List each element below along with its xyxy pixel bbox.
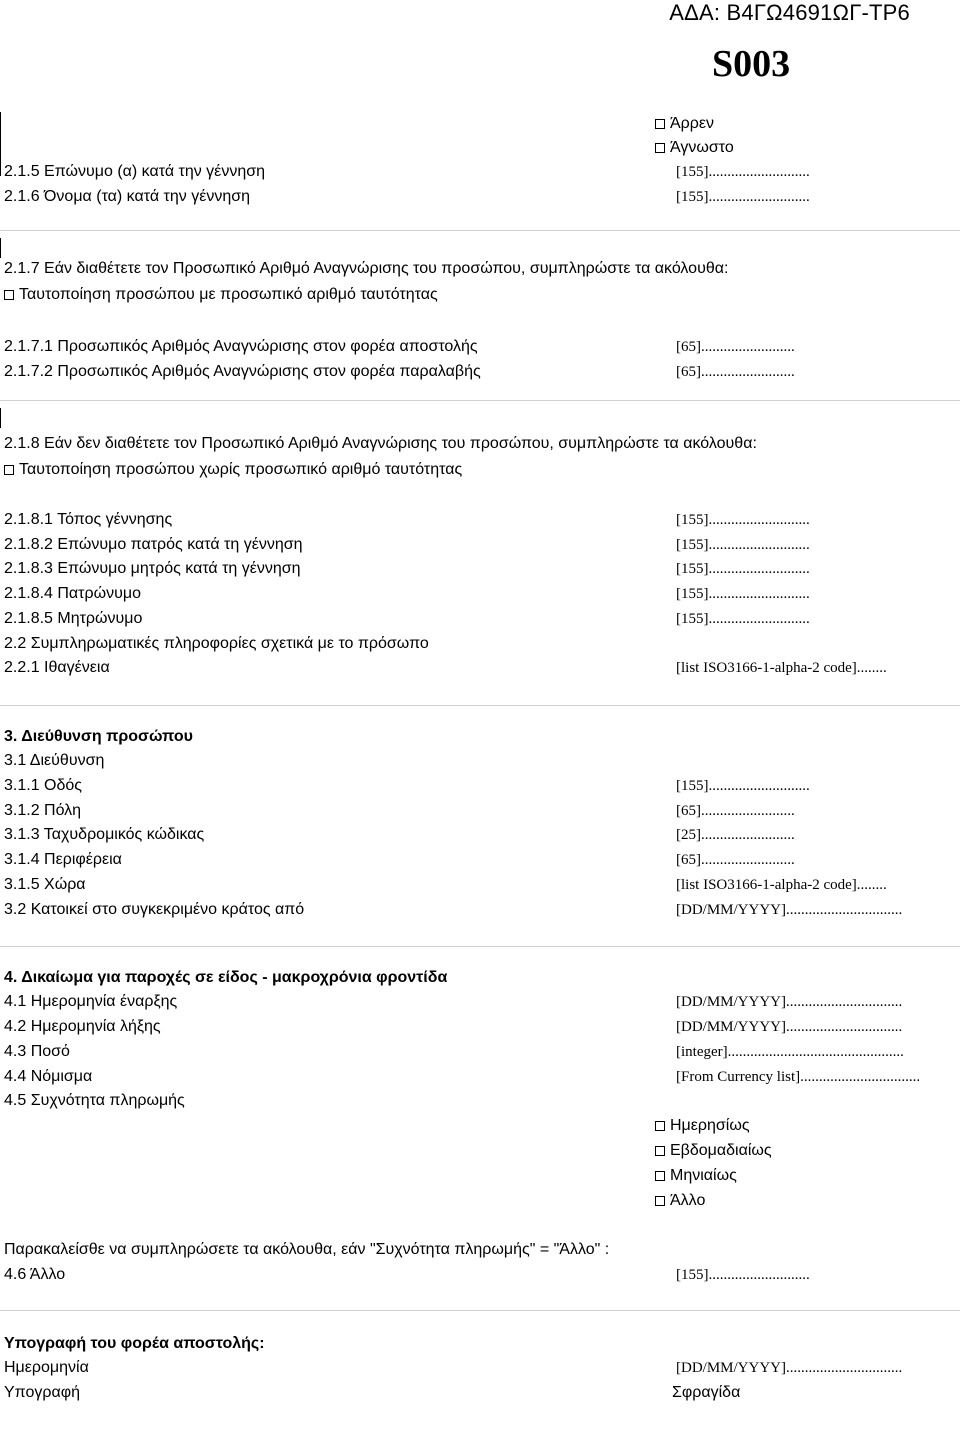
field-value[interactable]: [65]......................... xyxy=(676,803,795,819)
field-label: 2.1.7.1 Προσωπικός Αριθμός Αναγνώρισης στον φορέα αποστολής xyxy=(4,338,478,355)
section-heading xyxy=(4,258,954,280)
field-start-date xyxy=(4,991,960,1013)
field-label: 2.1.8.3 Επώνυμο μητρός κατά τη γέννηση xyxy=(4,560,301,577)
field-label: 3.1.1 Οδός xyxy=(4,777,82,794)
field-label: 3.1.5 Χώρα xyxy=(4,876,86,893)
left-border xyxy=(0,408,1,428)
section-label: 2.1.7 Εάν διαθέτετε τον Προσωπικό Αριθμό Αναγνώρισης του προσώπου, συμπληρώστε τα ακόλουθα: xyxy=(4,260,729,277)
field-label: 4.1 Ημερομηνία έναρξης xyxy=(4,993,178,1010)
checkbox-male[interactable] xyxy=(655,113,714,135)
checkbox-label: Ταυτοποίηση προσώπου με προσωπικό αριθμό ταυτότητας xyxy=(19,286,438,303)
field-label: 3.2 Κατοικεί στο συγκεκριμένο κράτος από xyxy=(4,901,305,918)
checkbox-icon xyxy=(655,1146,665,1156)
field-value[interactable]: [155]........................... xyxy=(676,586,810,602)
section-label: 4. Δικαίωμα για παροχές σε είδος - μακροχρόνια φροντίδα xyxy=(4,969,448,986)
section-title-benefits xyxy=(4,967,954,989)
field-label: 3.1.4 Περιφέρεια xyxy=(4,851,122,868)
checkbox-label: Εβδομαδιαίως xyxy=(670,1142,772,1159)
checkbox-label: Μηνιαίως xyxy=(670,1167,737,1184)
field-label: 2.2.1 Ιθαγένεια xyxy=(4,659,110,676)
field-label: 4.2 Ημερομηνία λήξης xyxy=(4,1018,161,1035)
field-value[interactable]: [65]......................... xyxy=(676,852,795,868)
divider xyxy=(0,1310,960,1311)
checkbox-icon xyxy=(4,290,14,300)
checkbox-label: Ημερησίως xyxy=(670,1117,750,1134)
field-pin-receiving xyxy=(4,361,954,383)
field-pin-sending xyxy=(4,336,954,358)
field-value[interactable]: [155]........................... xyxy=(676,189,810,205)
field-region xyxy=(4,849,954,871)
divider xyxy=(0,946,960,947)
checkbox-id-without-number[interactable] xyxy=(4,459,462,481)
field-postal-code xyxy=(4,824,954,846)
field-value[interactable]: [155]........................... xyxy=(676,537,810,553)
field-value[interactable]: [155]........................... xyxy=(676,611,810,627)
field-label: 2.1.5 Επώνυμο (α) κατά την γέννηση xyxy=(4,163,265,180)
field-value[interactable]: [integer]............................................... xyxy=(676,1044,904,1060)
section-title-address xyxy=(4,726,954,748)
field-value[interactable]: [155]........................... xyxy=(676,561,810,577)
section-label: 3. Διεύθυνση προσώπου xyxy=(4,728,193,745)
field-value[interactable]: [25]......................... xyxy=(676,827,795,843)
field-label: 2.1.6 Όνομα (τα) κατά την γέννηση xyxy=(4,188,250,205)
left-border xyxy=(0,238,1,258)
field-label: 4.6 Άλλο xyxy=(4,1266,66,1283)
form-code: S003 xyxy=(712,43,791,85)
field-place-of-birth xyxy=(4,509,954,531)
field-signature xyxy=(4,1382,954,1404)
checkbox-id-with-number[interactable] xyxy=(4,284,438,306)
checkbox-icon xyxy=(655,1121,665,1131)
field-label: 2.1.8.1 Τόπος γέννησης xyxy=(4,511,173,528)
field-payment-frequency xyxy=(4,1090,954,1112)
ada-code: ΑΔΑ: Β4ΓΩ4691ΩΓ-ΤΡ6 xyxy=(669,0,910,25)
field-surname-at-birth xyxy=(4,161,954,183)
field-value[interactable]: [155]........................... xyxy=(676,778,810,794)
field-value[interactable]: [155]........................... xyxy=(676,512,810,528)
field-patronymic xyxy=(4,583,954,605)
field-value[interactable]: [DD/MM/YYYY]............................... xyxy=(676,1360,903,1376)
field-mother-surname xyxy=(4,558,954,580)
field-value[interactable]: [From Currency list]................................ xyxy=(676,1069,921,1085)
checkbox-icon xyxy=(655,143,665,153)
field-value[interactable]: [155]........................... xyxy=(676,1267,810,1283)
field-resides-since xyxy=(4,899,960,921)
checkbox-monthly[interactable] xyxy=(655,1165,737,1187)
signature-title xyxy=(4,1333,954,1355)
other-frequency-note xyxy=(4,1239,954,1261)
field-label: Ημερομηνία xyxy=(4,1359,89,1376)
note-text: Παρακαλείσθε να συμπληρώσετε τα ακόλουθα, εάν "Συχνότητα πληρωμής" = "Άλλο" : xyxy=(4,1241,610,1258)
checkbox-label: Άγνωστο xyxy=(670,139,734,156)
field-label: 2.1.8.5 Μητρώνυμο xyxy=(4,610,143,627)
field-label: 2.1.8.4 Πατρώνυμο xyxy=(4,585,141,602)
field-country xyxy=(4,874,954,896)
field-label: 2.1.8.2 Επώνυμο πατρός κατά τη γέννηση xyxy=(4,536,303,553)
section-supplementary-info xyxy=(4,633,954,655)
field-value[interactable]: [65]......................... xyxy=(676,364,795,380)
field-currency xyxy=(4,1066,960,1088)
field-name-at-birth xyxy=(4,186,954,208)
field-label: 3.1.3 Ταχυδρομικός κώδικας xyxy=(4,826,205,843)
checkbox-icon xyxy=(4,465,14,475)
checkbox-unknown[interactable] xyxy=(655,137,734,159)
checkbox-label: Ταυτοποίηση προσώπου χωρίς προσωπικό αριθμό ταυτότητας xyxy=(19,461,463,478)
section-heading xyxy=(4,433,954,455)
checkbox-icon xyxy=(655,1196,665,1206)
checkbox-label: Άλλο xyxy=(670,1192,706,1209)
field-value[interactable]: [DD/MM/YYYY]............................... xyxy=(676,902,903,918)
checkbox-icon xyxy=(655,119,665,129)
section-label: 2.2 Συμπληρωματικές πληροφορίες σχετικά με το πρόσωπο xyxy=(4,635,429,652)
field-label: 2.1.7.2 Προσωπικός Αριθμός Αναγνώρισης στον φορέα παραλαβής xyxy=(4,363,481,380)
field-street xyxy=(4,775,954,797)
field-signature-date xyxy=(4,1357,960,1379)
field-label: 4.4 Νόμισμα xyxy=(4,1068,93,1085)
checkbox-weekly[interactable] xyxy=(655,1140,772,1162)
field-label: 3.1.2 Πόλη xyxy=(4,802,82,819)
stamp-label: Σφραγίδα xyxy=(672,1384,741,1401)
field-nationality xyxy=(4,657,954,679)
field-amount xyxy=(4,1041,960,1063)
field-label: 4.3 Ποσό xyxy=(4,1043,70,1060)
divider xyxy=(0,230,960,231)
section-label: 3.1 Διεύθυνση xyxy=(4,752,105,769)
field-label: Υπογραφή xyxy=(4,1384,81,1401)
field-city xyxy=(4,800,954,822)
field-matronymic xyxy=(4,608,954,630)
left-border xyxy=(0,112,1,176)
field-value[interactable]: [list ISO3166-1-alpha-2 code]........ xyxy=(676,877,887,893)
checkbox-icon xyxy=(655,1171,665,1181)
field-value[interactable]: [list ISO3166-1-alpha-2 code]........ xyxy=(676,660,887,676)
field-label: 4.5 Συχνότητα πληρωμής xyxy=(4,1092,185,1109)
field-value[interactable]: [DD/MM/YYYY]............................... xyxy=(676,994,903,1010)
checkbox-daily[interactable] xyxy=(655,1115,750,1137)
field-father-surname xyxy=(4,534,954,556)
section-label: Υπογραφή του φορέα αποστολής: xyxy=(4,1335,265,1352)
field-value[interactable]: [65]......................... xyxy=(676,339,795,355)
field-end-date xyxy=(4,1016,960,1038)
field-value[interactable]: [DD/MM/YYYY]............................... xyxy=(676,1019,903,1035)
field-value[interactable]: [155]........................... xyxy=(676,164,810,180)
divider xyxy=(0,400,960,401)
section-label: 2.1.8 Εάν δεν διαθέτετε τον Προσωπικό Αριθμό Αναγνώρισης του προσώπου, συμπληρώστε τα ακόλουθα: xyxy=(4,435,757,452)
checkbox-other[interactable] xyxy=(655,1190,705,1212)
checkbox-label: Άρρεν xyxy=(670,115,715,132)
field-other xyxy=(4,1264,954,1286)
section-address xyxy=(4,750,954,772)
divider xyxy=(0,705,960,706)
